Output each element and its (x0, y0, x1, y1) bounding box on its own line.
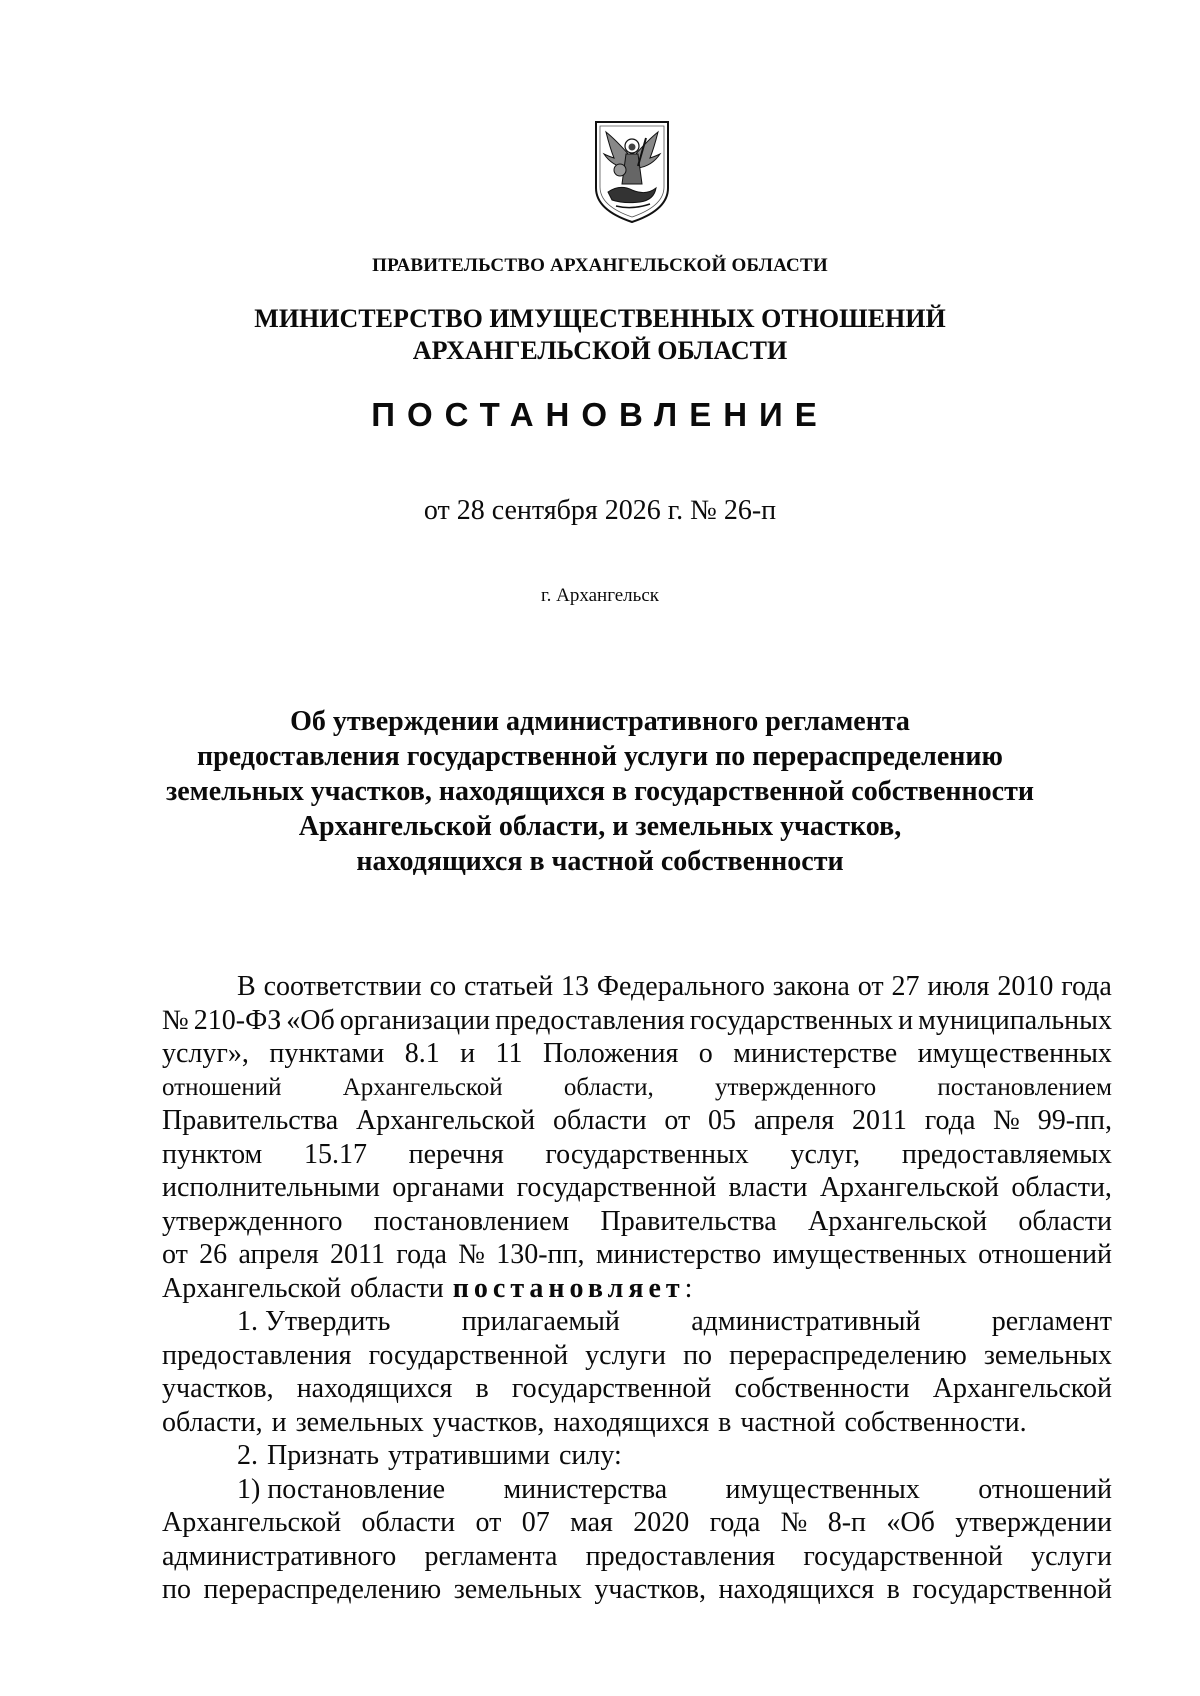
body-word: и (898, 1004, 914, 1036)
body-word: области, (563, 1073, 654, 1101)
body-line (162, 1004, 1112, 1038)
body-word: Архангельской (356, 1105, 536, 1136)
ministry-name (0, 303, 1200, 367)
body-word: имущественных (917, 1038, 1112, 1069)
body-word: и (460, 1038, 476, 1069)
body-word: статьей (463, 971, 554, 1002)
body-word: 2020 (633, 1507, 690, 1538)
body-word: перечня (408, 1138, 504, 1170)
body-word: года (709, 1507, 761, 1538)
body-word: «Об (886, 1507, 935, 1538)
body-word: по (683, 1339, 713, 1371)
ministry-line-1: МИНИСТЕРСТВО ИМУЩЕСТВЕННЫХ ОТНОШЕНИЙ (254, 304, 946, 333)
body-word: Положения (542, 1038, 679, 1069)
body-line (162, 1238, 1112, 1272)
body-line (162, 1104, 1112, 1138)
body-word: 05 (708, 1105, 737, 1136)
body-word: услуг», (162, 1038, 249, 1069)
body-word: от (475, 1507, 502, 1538)
body-word: Архангельской (342, 1073, 503, 1101)
body-word: земельных (453, 1574, 582, 1605)
body-line (162, 1205, 1112, 1239)
body-word: 8.1 (404, 1038, 440, 1069)
body-word: в (718, 1406, 732, 1438)
body-word: имущественных (772, 1239, 967, 1270)
body-word: прилагаемый (461, 1306, 620, 1337)
body-word: 27 (891, 971, 920, 1002)
body-word: года (396, 1239, 447, 1270)
body-word: 2. (237, 1440, 258, 1471)
body-word: пунктами (269, 1038, 385, 1069)
city: г. Архангельск (540, 585, 659, 606)
body-word: отношений (978, 1239, 1112, 1270)
body-word: 130-пп, (496, 1239, 585, 1270)
body-word: административного (162, 1540, 397, 1572)
body-word: административный (691, 1306, 921, 1337)
body-word: мая (570, 1507, 613, 1538)
body-word: «Об (286, 1004, 335, 1036)
body-word: органами (392, 1172, 505, 1203)
body-word: со (429, 971, 457, 1002)
body-word: отношений (978, 1473, 1112, 1505)
colon: : (684, 1272, 693, 1304)
body-word: 2011 (851, 1105, 907, 1136)
body-word: года (1061, 971, 1112, 1002)
body-word: соответствии (263, 971, 422, 1002)
body-word: и (271, 1406, 287, 1438)
body-word: области (361, 1507, 456, 1538)
body-line (162, 1171, 1112, 1205)
body-word: предоставления (162, 1339, 352, 1371)
body-line (162, 1540, 1112, 1574)
body-word: постановлением (373, 1205, 570, 1237)
body-word: Архангельской (807, 1205, 988, 1237)
body-word: 99-пп, (1037, 1105, 1112, 1136)
body-word: 8-п (827, 1507, 867, 1538)
body-word: муниципальных (918, 1004, 1112, 1036)
title-line: Об утверждении административного регламента (290, 706, 910, 737)
title-line: земельных участков, находящихся в государственной собственности (166, 776, 1034, 807)
body-word: от (664, 1105, 691, 1136)
body-word: регламента (424, 1540, 558, 1572)
body-word: государственной (511, 1373, 712, 1404)
body-word: государственных (545, 1138, 749, 1170)
body-word: Признать (267, 1440, 379, 1471)
body-word: июля (927, 971, 990, 1002)
body-word: пунктом (162, 1138, 263, 1170)
body-word: утверждении (955, 1507, 1112, 1538)
body-word: области, (1011, 1172, 1112, 1203)
body-word: апреля (238, 1239, 319, 1270)
body-word: государственной (368, 1339, 569, 1371)
title-line: находящихся в частной собственности (356, 846, 844, 877)
coat-of-arms-icon (590, 118, 674, 226)
body-word: 07 (521, 1507, 550, 1538)
body-word: Правительства (162, 1105, 339, 1136)
body-line (162, 1473, 1112, 1507)
body-word: области (1018, 1205, 1112, 1237)
body-word: отношений (162, 1073, 282, 1101)
body-word: № (993, 1105, 1020, 1136)
body-word: утвержденного (715, 1073, 877, 1101)
body-word: Архангельской (819, 1172, 999, 1203)
body-word: Правительства (600, 1205, 777, 1237)
body-word: постановлением (937, 1073, 1112, 1101)
body-word: министерства (503, 1473, 668, 1505)
body-line (162, 1037, 1112, 1071)
body-word: предоставления (495, 1004, 685, 1036)
body-word: Архангельской (162, 1272, 342, 1304)
body-word: 13 (560, 971, 589, 1002)
body-word: 1. Утвердить (237, 1306, 391, 1337)
body-word: участков, (162, 1373, 274, 1404)
body-word: 1) постановление (237, 1473, 446, 1505)
body-word: министерстве (733, 1038, 898, 1069)
body-word: земельных (983, 1339, 1112, 1371)
body-word: исполнительными (162, 1172, 380, 1203)
body-word: 210-ФЗ (193, 1004, 282, 1036)
body-word: организации (339, 1004, 491, 1036)
body-word: находящихся (553, 1406, 710, 1438)
body-word: государственной (516, 1172, 717, 1203)
body-word: от (857, 971, 884, 1002)
body-word: Архангельской (162, 1507, 342, 1538)
body-word: апреля (753, 1105, 835, 1136)
ministry-line-2: АРХАНГЕЛЬСКОЙ ОБЛАСТИ (412, 336, 788, 365)
body-word: В (237, 971, 256, 1002)
body-word: находящихся (718, 1574, 875, 1605)
body-word: в (886, 1574, 900, 1605)
date-and-number: от 28 сентября 2026 г. № 26-п (423, 495, 777, 526)
body-word: области (350, 1272, 444, 1304)
body-word: 15.17 (303, 1138, 367, 1170)
body-word: о (698, 1038, 713, 1069)
body-word: министерство (595, 1239, 762, 1270)
body-word: перераспределению (203, 1574, 442, 1605)
body-word: собственности (734, 1373, 910, 1404)
body-word: власти (728, 1172, 808, 1203)
body-line (162, 1339, 1112, 1373)
body-word: находящихся (296, 1373, 453, 1404)
body-word: области, (162, 1406, 263, 1438)
body-word: года (924, 1105, 976, 1136)
body-word: Федерального (596, 971, 765, 1002)
body-word: утратившими (387, 1440, 550, 1471)
body-word: № (162, 1004, 189, 1036)
body-line (162, 1372, 1112, 1406)
body-word: услуги (585, 1339, 667, 1371)
body-line (162, 1506, 1112, 1540)
body-word: в (475, 1373, 489, 1404)
body-word: собственности. (844, 1406, 1027, 1438)
body-word: предоставления (585, 1540, 776, 1572)
body-word: утвержденного (162, 1205, 343, 1237)
body-word: по (162, 1574, 191, 1605)
body-word: от (162, 1239, 188, 1270)
body-word: регламент (991, 1306, 1112, 1337)
body-word: имущественных (725, 1473, 920, 1505)
body-word: 2010 (997, 971, 1054, 1002)
body-word: участков, (432, 1406, 545, 1438)
body-word: 2011 (330, 1239, 386, 1270)
body-word: № (458, 1239, 485, 1270)
body-line (162, 1272, 1112, 1306)
body-word: № (780, 1507, 808, 1538)
document-body (162, 970, 1112, 1607)
body-line (162, 970, 1112, 1004)
body-word: государственной (803, 1540, 1003, 1572)
title-line: предоставления государственной услуги по перераспределению (197, 741, 1003, 772)
body-line (162, 1406, 1112, 1440)
body-line (162, 1573, 1112, 1607)
document-type: ПОСТАНОВЛЕНИЕ (371, 396, 829, 433)
body-word: 11 (495, 1038, 523, 1069)
body-word: участков, (594, 1574, 706, 1605)
body-word: 26 (199, 1239, 228, 1270)
body-word: частной (740, 1406, 836, 1438)
body-word: услуги (1031, 1540, 1112, 1572)
body-word: силу: (558, 1440, 622, 1471)
body-word: закона (772, 971, 850, 1002)
title-line: Архангельской области, и земельных участков, (298, 811, 902, 842)
government-name: ПРАВИТЕЛЬСТВО АРХАНГЕЛЬСКОЙ ОБЛАСТИ (372, 255, 828, 276)
body-word: земельных (295, 1406, 424, 1438)
body-word: услуг, (790, 1138, 861, 1170)
resolves-emphasis: постановляет (452, 1272, 685, 1304)
body-word: предоставляемых (901, 1138, 1112, 1170)
document-title (0, 704, 1200, 879)
body-line (162, 1305, 1112, 1339)
body-line (162, 1071, 1112, 1105)
body-line (162, 1439, 1112, 1473)
body-word: государственных (689, 1004, 894, 1036)
body-word: перераспределению (729, 1339, 967, 1371)
body-line (162, 1138, 1112, 1172)
body-word: области (552, 1105, 647, 1136)
body-word: государственной (912, 1574, 1112, 1605)
body-word: Архангельской (932, 1373, 1112, 1404)
